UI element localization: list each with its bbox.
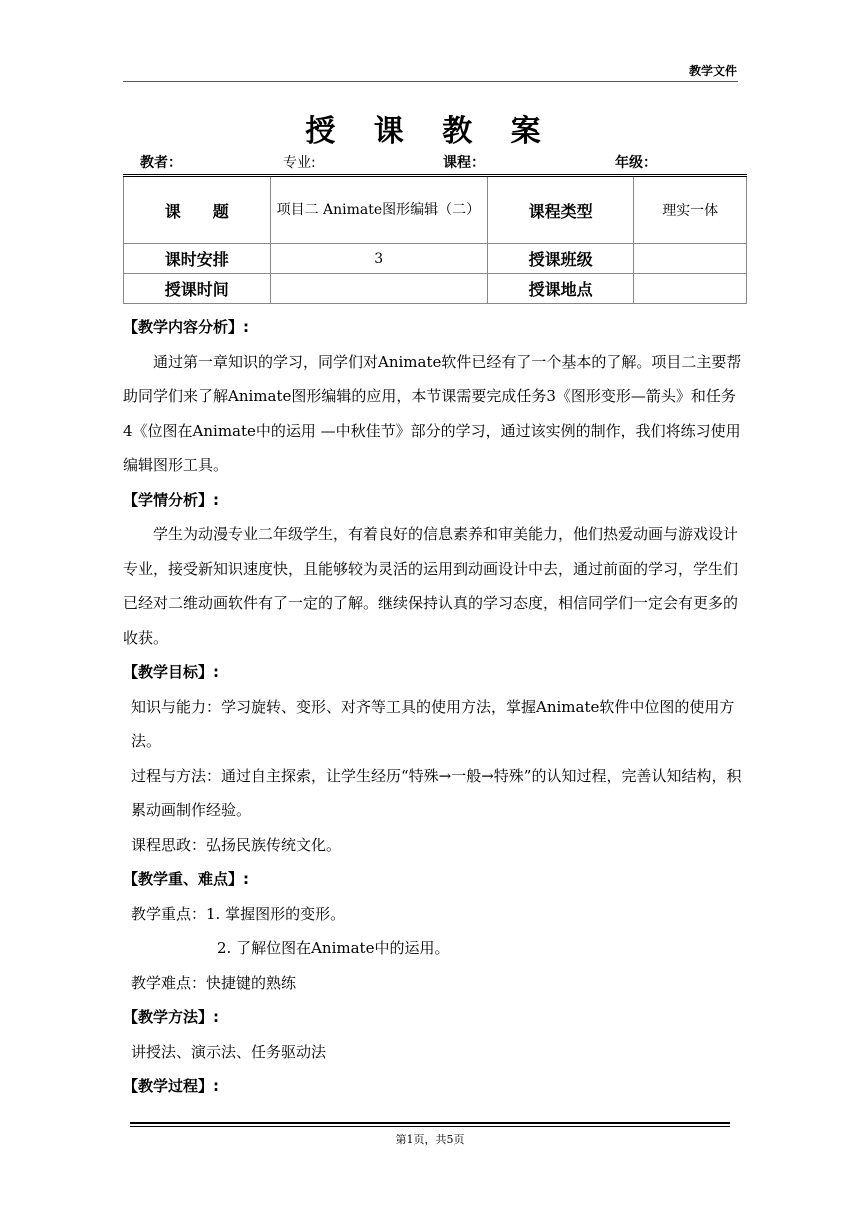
meta-grade: 年级： [615,155,657,171]
topic-value: 项目二 Animate图形编辑（二） [276,202,481,218]
methods-text: 讲授法、演示法、任务驱动法 [131,1042,327,1061]
header-rule [123,81,738,82]
place-value [634,274,747,304]
hours-label: 课时安排 [124,244,271,274]
class-value [634,244,747,274]
difficulty: 教学难点：快捷键的熟练 [131,973,297,992]
hours-value: 3 [270,244,487,274]
document-title: 授 课 教 案 [305,114,555,149]
type-label: 课程类型 [487,176,633,244]
meta-major: 专业: [283,155,316,171]
key-point-2: 2. 了解位图在Animate中的运用。 [217,939,450,957]
footer-rule-thin [130,1126,730,1127]
goal-ideology: 课程思政：弘扬民族传统文化。 [131,835,342,854]
student-analysis-text: 学生为动漫专业二年级学生，有着良好的信息素养和审美能力，他们热爱动画与游戏设计专业，接受新知识速度快，且能够较为灵活的运用到动画设计中去，通过前面的学习，学生们已经对二维动画软件有了一定的了解。继续保持认真的学习态度，相信同学们一定会有更多的收获。 [123,525,739,647]
content-analysis-text: 通过第一章知识的学习，同学们对Animate软件已经有了一个基本的了解。项目二主要帮助同学们来了解Animate图形编辑的应用，本节课需要完成任务3《图形变形—箭头》和任务4《位图在Animate中的运用 —中秋佳节》部分的学习，通过该实例的制作，我们将练习使用编辑图形工具。 [123,352,742,474]
type-value: 理实一体 [634,176,747,244]
topic-value-cell [270,176,487,244]
place-label: 授课地点 [487,274,633,304]
class-label: 授课班级 [487,244,633,274]
header-label: 教学文件 [688,64,737,78]
meta-teacher: 教者： [140,155,182,171]
page-number: 第1页，共5页 [395,1133,465,1146]
meta-course: 课程： [443,155,485,171]
topic-label: 课 题 [124,176,271,244]
table-row-topic [124,176,747,244]
student-analysis-title: 【学情分析】: [123,490,219,509]
table-row-time [124,274,747,304]
lesson-content [123,310,743,1104]
key-point-1: 教学重点：1. 掌握图形的变形。 [131,904,346,923]
info-table [123,174,747,304]
goal-process: 过程与方法：通过自主探索，让学生经历“特殊→一般→特殊”的认知过程，完善认知结构，积累动画制作经验。 [131,766,742,819]
footer-rule [130,1122,730,1124]
key-points-title: 【教学重、难点】: [123,870,249,888]
methods-title: 【教学方法】: [123,1008,219,1026]
goals-title: 【教学目标】: [123,663,219,681]
time-value [270,274,487,304]
time-label: 授课时间 [124,274,271,304]
goal-knowledge: 知识与能力：学习旋转、变形、对齐等工具的使用方法，掌握Animate软件中位图的使用方法。 [131,697,735,750]
process-title: 【教学过程】: [123,1077,219,1095]
table-row-hours [124,244,747,274]
content-analysis-title: 【教学内容分析】: [123,318,249,336]
